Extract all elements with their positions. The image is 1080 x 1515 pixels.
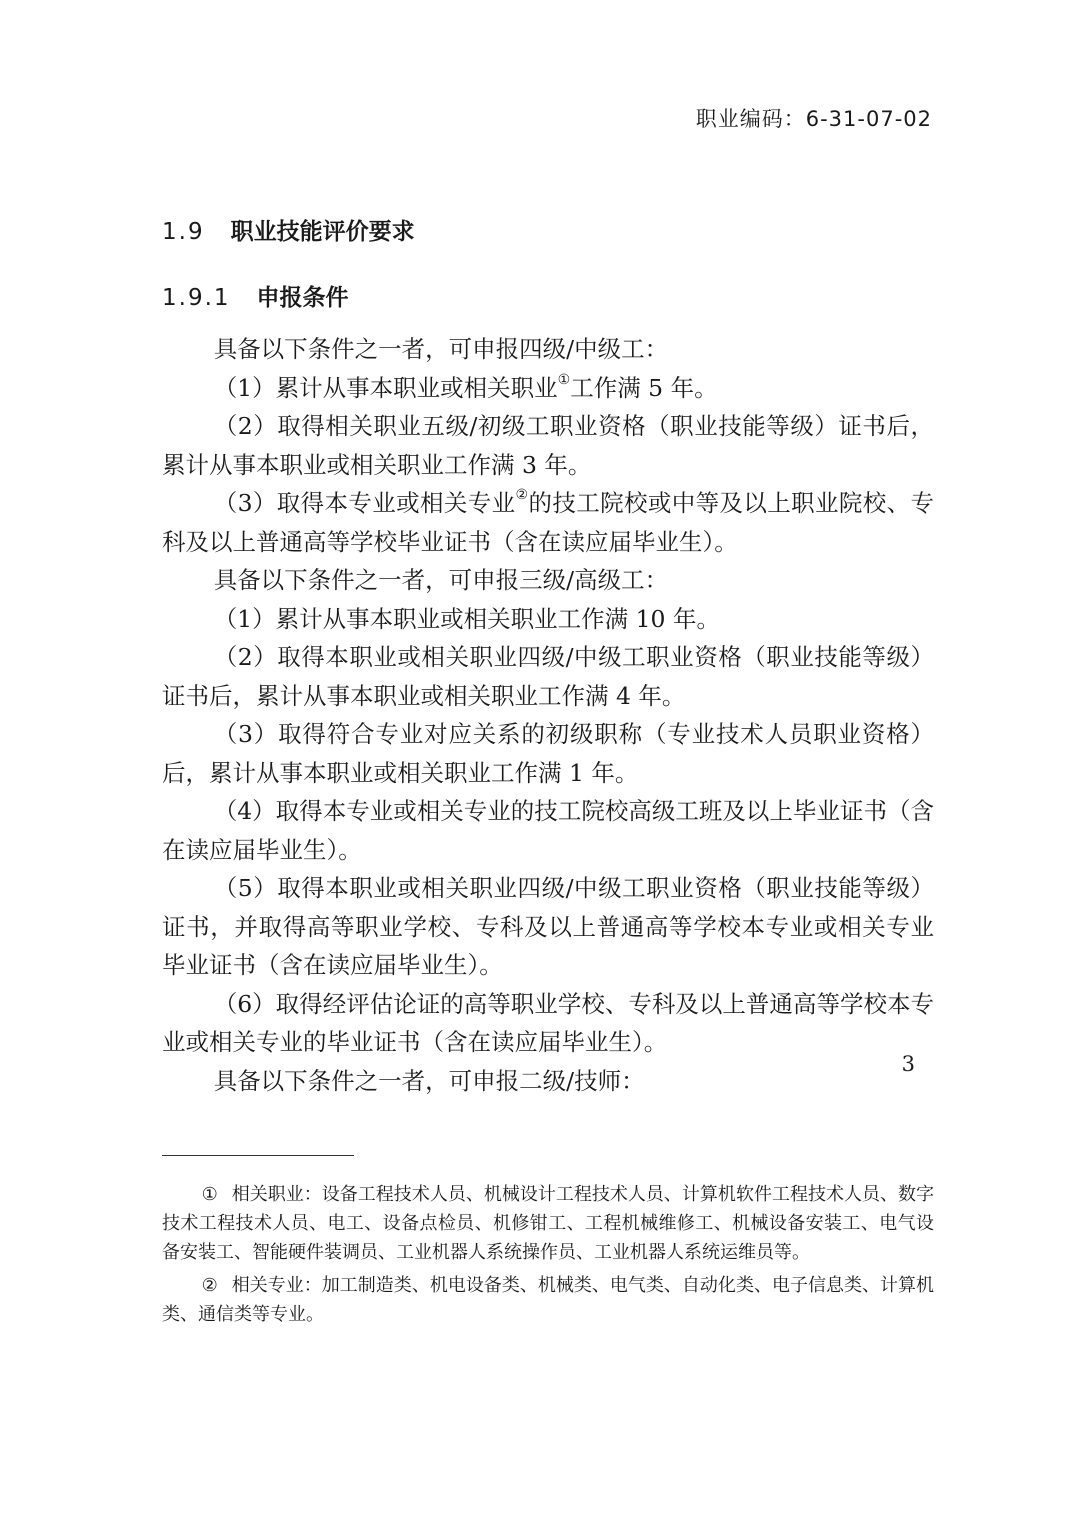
footnotes (162, 1180, 934, 1333)
footnote-ref-2: ② (515, 487, 529, 504)
section-number: 1.9.1 (162, 285, 231, 311)
paragraph-level3-item1: （1）累计从事本职业或相关职业工作满 10 年。 (213, 604, 720, 633)
footnote-2 (162, 1271, 934, 1329)
footnote-mark: ② (201, 1275, 218, 1296)
paragraph-level3-item5: （5）取得本职业或相关职业四级/中级工职业资格（职业技能等级）证书，并取得高等职业学校、专科及以上普通高等学校本专业或相关专业毕业证书（含在读应届毕业生）。 (162, 874, 934, 979)
section-title: 职业技能评价要求 (230, 219, 415, 245)
paragraph-intro-level2: 具备以下条件之一者，可申报二级/技师： (213, 1066, 645, 1095)
footnote-divider (162, 1155, 354, 1156)
footnote-text: 相关专业：加工制造类、机电设备类、机械类、电气类、自动化类、电子信息类、计算机类、通信类等专业。 (162, 1275, 935, 1325)
page-number: 3 (901, 1052, 915, 1076)
section-title: 申报条件 (256, 285, 349, 311)
paragraph-intro-level4: 具备以下条件之一者，可申报四级/中级工： (213, 335, 669, 363)
paragraph-level4-item1: （1）累计从事本职业或相关职业①工作满 5 年。 (213, 371, 718, 402)
paragraph-level3-item3: （3）取得符合专业对应关系的初级职称（专业技术人员职业资格）后，累计从事本职业或相关职业工作满 1 年。 (162, 720, 934, 787)
footnote-1 (162, 1180, 934, 1267)
paragraph-level4-item3: （3）取得本专业或相关专业②的技工院校或中等及以上职业院校、专科及以上普通高等学校毕业证书（含在读应届毕业生）。 (162, 487, 935, 556)
footnote-ref-1: ① (557, 371, 571, 388)
section-number: 1.9 (162, 219, 205, 245)
section-heading-1-9-1 (162, 279, 349, 312)
paragraph-level3-item6: （6）取得经评估论证的高等职业学校、专科及以上普通高等学校本专业或相关专业的毕业证书（含在读应届毕业生）。 (162, 989, 934, 1056)
paragraph-level3-item2: （2）取得本职业或相关职业四级/中级工职业资格（职业技能等级）证书后，累计从事本职业或相关职业工作满 4 年。 (162, 643, 934, 710)
footnote-mark: ① (201, 1184, 218, 1205)
body-text (162, 330, 934, 1100)
paragraph-level3-item4: （4）取得本专业或相关专业的技工院校高级工班及以上毕业证书（含在读应届毕业生）。 (162, 797, 934, 864)
footnote-text: 相关职业：设备工程技术人员、机械设计工程技术人员、计算机软件工程技术人员、数字技术工程技术人员、电工、设备点检员、机修钳工、工程机械维修工、机械设备安装工、电气设备安装工、智能硬件装调员、工业机器人系统操作员、工业机器人系统运维员等。 (162, 1184, 935, 1263)
occupation-code: 职业编码：6-31-07-02 (695, 107, 932, 131)
section-heading-1-9 (162, 213, 415, 246)
paragraph-level4-item2: （2）取得相关职业五级/初级工职业资格（职业技能等级）证书后，累计从事本职业或相关职业工作满 3 年。 (162, 412, 934, 479)
paragraph-intro-level3: 具备以下条件之一者，可申报三级/高级工： (213, 566, 669, 594)
